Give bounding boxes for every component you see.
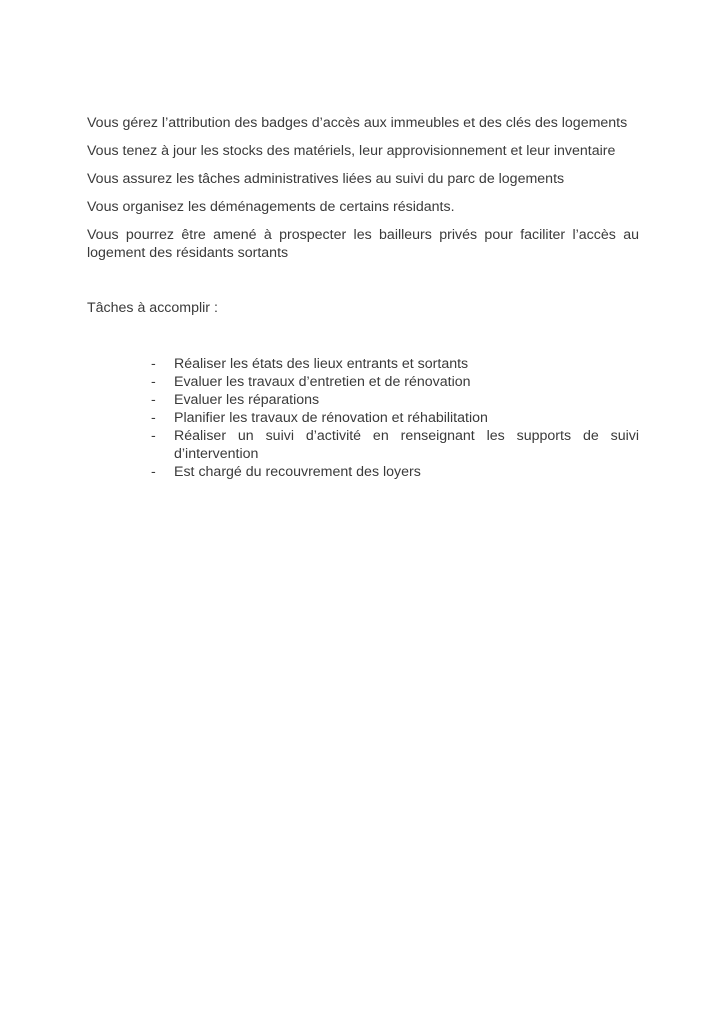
task-text: Est chargé du recouvrement des loyers <box>174 464 421 480</box>
task-text: Evaluer les réparations <box>174 392 320 408</box>
task-text: Evaluer les travaux d’entretien et de rénovation <box>174 374 471 390</box>
task-item <box>150 427 639 463</box>
task-item <box>150 355 639 373</box>
task-item <box>150 409 639 427</box>
dash-bullet: - <box>151 374 156 390</box>
tasks-heading: Tâches à accomplir : <box>87 300 218 316</box>
task-text: Planifier les travaux de rénovation et réhabilitation <box>174 410 488 426</box>
intro-paragraph: Vous tenez à jour les stocks des matériels, leur approvisionnement et leur inventaire <box>87 143 616 159</box>
intro-paragraph: Vous pourrez être amené à prospecter les bailleurs privés pour faciliter l’accès au logement des résidants sortants <box>87 227 639 261</box>
tasks-list <box>150 355 639 481</box>
dash-bullet: - <box>151 410 156 426</box>
dash-bullet: - <box>151 356 156 372</box>
task-item <box>150 391 639 409</box>
intro-section <box>87 114 639 272</box>
intro-paragraph: Vous gérez l’attribution des badges d’accès aux immeubles et des clés des logements <box>87 115 628 131</box>
intro-paragraph: Vous assurez les tâches administratives liées au suivi du parc de logements <box>87 171 565 187</box>
intro-paragraph: Vous organisez les déménagements de certains résidants. <box>87 199 455 215</box>
task-item <box>150 373 639 391</box>
dash-bullet: - <box>151 392 156 408</box>
task-text: Réaliser un suivi d’activité en renseignant les supports de suivi d’intervention <box>174 428 639 462</box>
task-item <box>150 463 639 481</box>
dash-bullet: - <box>151 464 156 480</box>
dash-bullet: - <box>151 428 156 444</box>
task-text: Réaliser les états des lieux entrants et sortants <box>174 356 469 372</box>
